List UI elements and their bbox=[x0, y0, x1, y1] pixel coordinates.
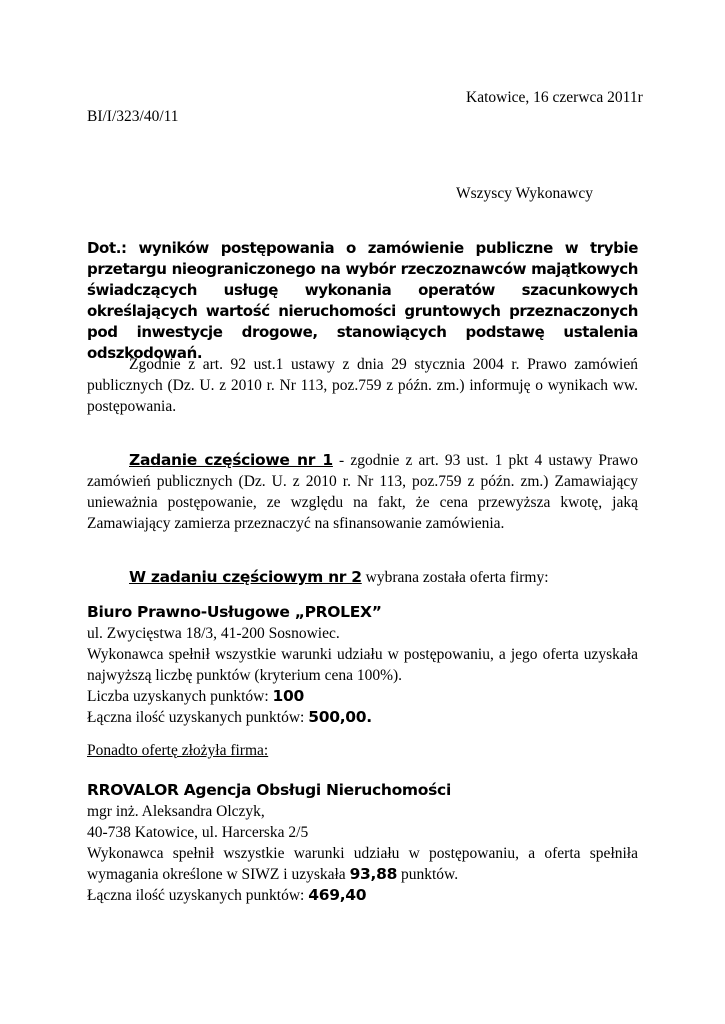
other-total-value: 469,40 bbox=[308, 886, 367, 904]
winner-total-label: Łączna ilość uzyskanych punktów: bbox=[87, 709, 309, 726]
other-total-label: Łączna ilość uzyskanych punktów: bbox=[87, 887, 309, 904]
place-date: Katowice, 16 czerwca 2011r bbox=[466, 89, 643, 106]
other-person: mgr inż. Aleksandra Olczyk, bbox=[87, 803, 265, 820]
winner-total-value: 500,00. bbox=[308, 708, 372, 726]
winner-points-label: Liczba uzyskanych punktów: bbox=[87, 688, 273, 705]
winner-points-value: 100 bbox=[272, 687, 304, 705]
other-heading: Ponadto ofertę złożyła firma: bbox=[87, 742, 269, 759]
winner-block bbox=[87, 602, 638, 728]
winner-address: ul. Zwycięstwa 18/3, 41-200 Sosnowiec. bbox=[87, 625, 340, 642]
other-total-line bbox=[87, 885, 638, 906]
subject-paragraph: Dot.: wyników postępowania o zamówienie publiczne w trybie przetargu nieograniczonego na wybór rzeczoznawców majątkowych świadczących usługę wykonania operatów szacunkowych określających wartość nieruchomości gruntowych przeznaczonych pod inwestycje drogowe, stanowiących podstawę ustalenia odszkodowań. bbox=[87, 239, 638, 362]
winner-name: Biuro Prawno-Usługowe „PROLEX” bbox=[87, 603, 382, 621]
reference-number: BI/I/323/40/11 bbox=[87, 108, 179, 125]
other-description bbox=[87, 843, 638, 885]
other-address: 40-738 Katowice, ul. Harcerska 2/5 bbox=[87, 824, 309, 841]
winner-description: Wykonawca spełnił wszystkie warunki udziału w postępowaniu, a jego oferta uzyskała najwyższą liczbę punktów (kryterium cena 100%). bbox=[87, 646, 638, 684]
task1-label: Zadanie częściowe nr 1 bbox=[129, 451, 333, 469]
task1-paragraph bbox=[87, 450, 638, 534]
winner-total-line bbox=[87, 707, 638, 728]
task1-text: - zgodnie z art. 93 ust. 1 pkt 4 ustawy Prawo zamówień publicznych (Dz. U. z 2010 r. Nr 113, poz.759 z późn. zm.) Zamawiający unieważnia postępowanie, ze względu na fakt, że cena przewyższa kwotę, jaką Zamawiający zamierza przeznaczyć na sfinansowanie zamówienia. bbox=[87, 452, 638, 532]
task2-label: W zadaniu częściowym nr 2 bbox=[129, 568, 362, 586]
task2-paragraph bbox=[129, 567, 549, 588]
winner-points-line bbox=[87, 686, 638, 707]
intro-paragraph: Zgodnie z art. 92 ust.1 ustawy z dnia 29 stycznia 2004 r. Prawo zamówień publicznych (Dz. U. z 2010 r. Nr 113, poz.759 z późn. zm.) informuję o wynikach ww. postępowania. bbox=[87, 356, 638, 415]
other-description-text: Wykonawca spełnił wszystkie warunki udziału w postępowaniu, a oferta spełniła wymagania określone w SIWZ i uzyskała bbox=[87, 845, 638, 883]
other-description-end: punktów. bbox=[397, 866, 459, 883]
task2-text: wybrana została oferta firmy: bbox=[361, 569, 549, 586]
addressee: Wszyscy Wykonawcy bbox=[456, 185, 593, 202]
other-block bbox=[87, 780, 638, 906]
other-name: RROVALOR Agencja Obsługi Nieruchomości bbox=[87, 781, 451, 799]
other-points-value: 93,88 bbox=[349, 865, 398, 883]
